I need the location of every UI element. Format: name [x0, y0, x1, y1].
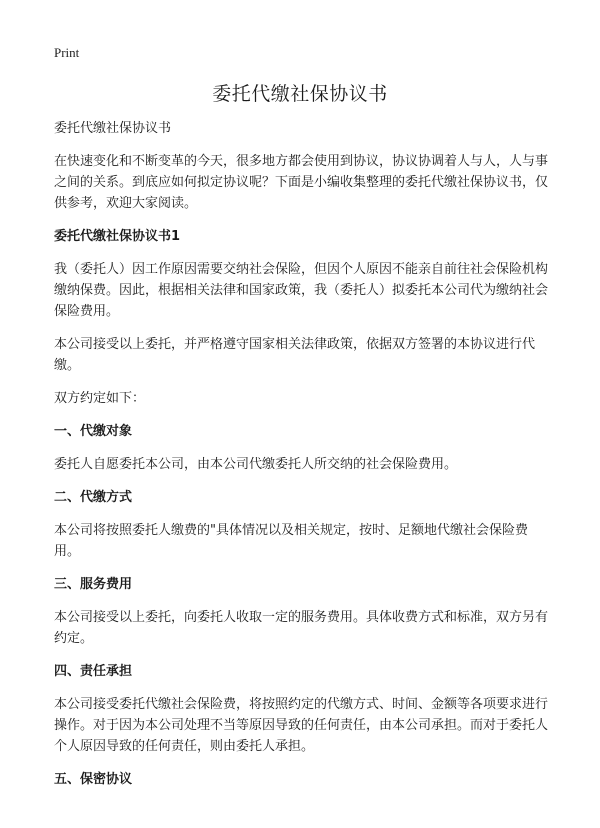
paragraph-heading-3: 本公司接受以上委托，向委托人收取一定的服务费用。具体收费方式和标准，双方另有约定。 [54, 610, 549, 646]
document-body [54, 118, 550, 802]
paragraph-heading-4: 本公司接受委托代缴社会保险费，将按照约定的代缴方式、时间、金额等各项要求进行操作。对于因为本公司处理不当等原因导致的任何责任，由本公司承担。而对于委托人个人原因导致的任何责任，则由委托人承担。 [54, 697, 549, 754]
paragraph-2: 本公司接受以上委托，并严格遵守国家相关法律政策，依据双方签署的本协议进行代缴。 [54, 337, 536, 373]
intro-paragraph: 在快速变化和不断变革的今天，很多地方都会使用到协议，协议协调着人与人，人与事之间的关系。到底应如何拟定协议呢？下面是小编收集整理的委托代缴社保协议书，仅供参考，欢迎大家阅读。 [54, 154, 549, 211]
paragraph-heading-1: 委托人自愿委托本公司，由本公司代缴委托人所交纳的社会保险费用。 [54, 457, 458, 472]
heading-5: 五、保密协议 [54, 772, 133, 787]
paragraph-3: 双方约定如下： [54, 391, 146, 406]
document-subtitle: 委托代缴社保协议书 [54, 121, 172, 136]
document-title: 委托代缴社保协议书 [212, 83, 388, 105]
section-title: 委托代缴社保协议书1 [54, 229, 181, 244]
paragraph-heading-2: 本公司将按照委托人缴费的"具体情况以及相关规定，按时、足额地代缴社会保险费用。 [54, 523, 528, 559]
print-link[interactable]: Print [54, 45, 80, 60]
heading-3: 三、服务费用 [54, 577, 133, 592]
paragraph-1: 我（委托人）因工作原因需要交纳社会保险，但因个人原因不能亲自前往社会保险机构缴纳保费。因此，根据相关法律和国家政策，我（委托人）拟委托本公司代为缴纳社会保险费用。 [54, 262, 549, 319]
heading-4: 四、责任承担 [54, 664, 133, 679]
heading-1: 一、代缴对象 [54, 424, 133, 439]
heading-2: 二、代缴方式 [54, 490, 133, 505]
